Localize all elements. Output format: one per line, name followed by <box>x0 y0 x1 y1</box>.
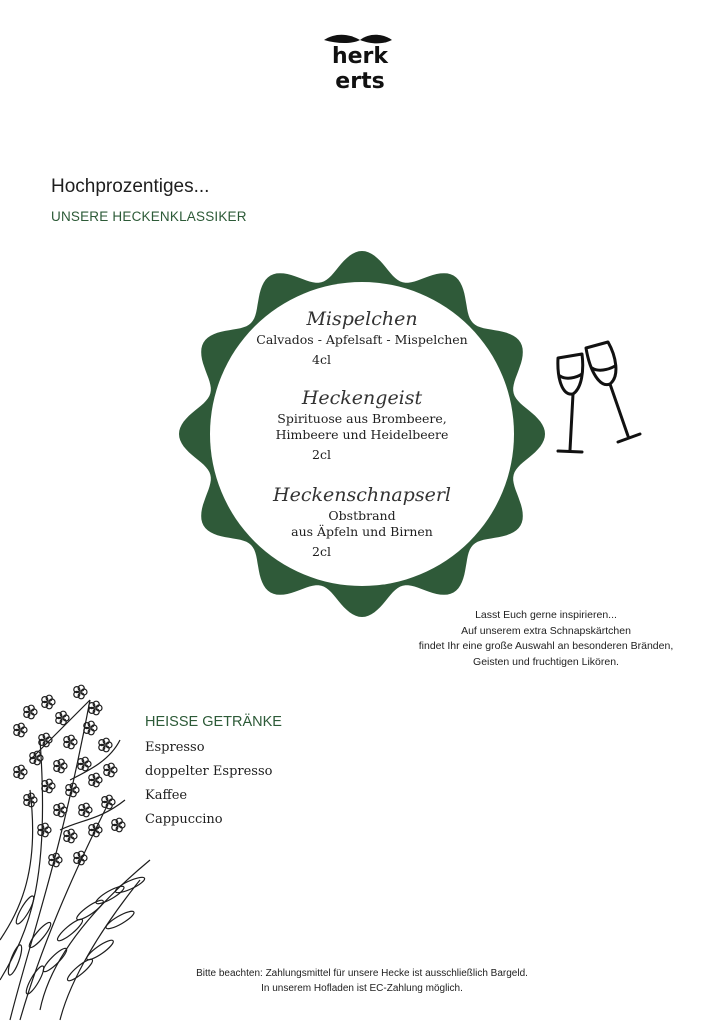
classic-item-mispelchen <box>178 308 546 367</box>
classic-item-name: Heckengeist <box>301 387 423 409</box>
section-subtitle: UNSERE HECKENKLASSIKER <box>51 209 247 224</box>
hot-drink-item: doppelter Espresso <box>145 764 273 779</box>
schnaps-info-note <box>396 608 696 670</box>
footer-line: Bitte beachten: Zahlungsmittel für unsere Hecke ist ausschließlich Bargeld. <box>196 968 528 979</box>
payment-notice <box>150 966 574 996</box>
footer-line: In unserem Hofladen ist EC-Zahlung möglich. <box>261 983 463 994</box>
note-line: Geisten und fruchtigen Likören. <box>473 655 619 668</box>
hot-drinks-title: HEISSE GETRÄNKE <box>145 714 282 730</box>
classic-item-desc: Spirituose aus Brombeere, <box>277 411 447 426</box>
classic-item-size: 4cl <box>312 352 331 367</box>
leaf <box>94 884 126 907</box>
logo-text-bottom: erts <box>335 69 385 94</box>
note-line: findet Ihr eine große Auswahl an besonderen Bränden, <box>418 640 674 652</box>
logo-leaf-icon <box>320 30 402 94</box>
classic-item-heckengeist <box>178 387 546 462</box>
leaf <box>6 944 24 977</box>
classic-item-desc: Calvados - Apfelsaft - Mispelchen <box>256 332 468 347</box>
classic-item-desc: Himbeere und Heidelbeere <box>275 427 449 442</box>
champagne-glasses-icon <box>548 340 648 465</box>
botanical-flowers-icon <box>0 680 160 1024</box>
leaf <box>104 909 136 932</box>
classic-item-heckenschnapserl <box>178 484 546 559</box>
classic-item-size: 2cl <box>312 447 331 462</box>
hot-drink-item: Espresso <box>145 740 205 755</box>
classic-item-desc: Obstbrand <box>328 508 396 523</box>
page-title: Hochprozentiges... <box>51 176 210 197</box>
note-line: Lasst Euch gerne inspirieren... <box>475 609 617 621</box>
hot-drink-item: Kaffee <box>145 788 188 803</box>
logo-text-top: herk <box>331 44 389 69</box>
classic-item-desc: aus Äpfeln und Birnen <box>291 524 433 539</box>
leaf <box>85 938 116 963</box>
hot-drink-item: Cappuccino <box>145 812 223 827</box>
brand-logo <box>320 30 402 94</box>
classic-item-name: Heckenschnapserl <box>273 484 451 506</box>
classic-item-size: 2cl <box>312 544 331 559</box>
note-line: Auf unserem extra Schnapskärtchen <box>461 624 631 637</box>
classic-item-name: Mispelchen <box>306 308 418 330</box>
hot-drinks-list <box>145 739 272 835</box>
classics-badge <box>178 250 546 618</box>
